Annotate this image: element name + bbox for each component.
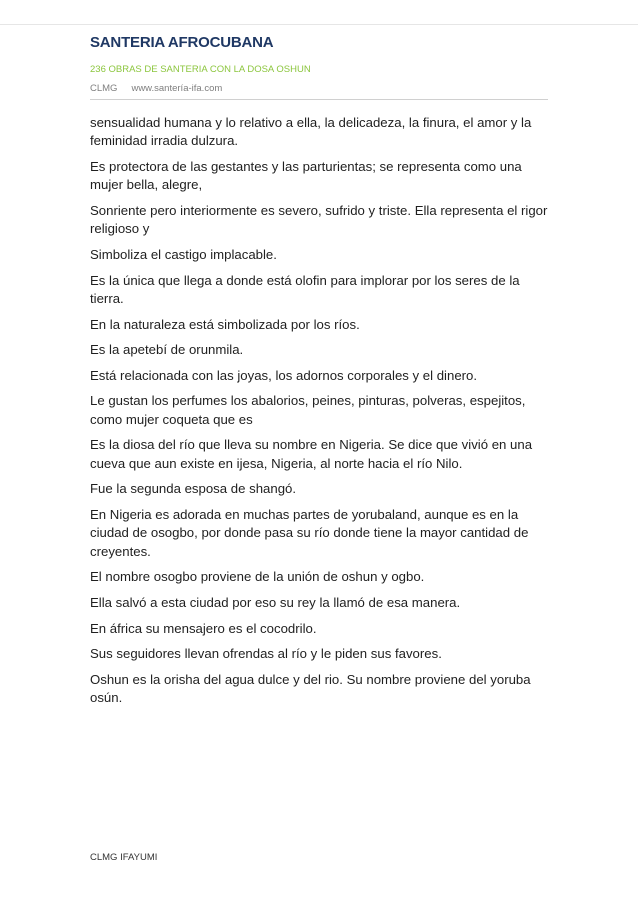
paragraph: Es protectora de las gestantes y las parturientas; se representa como una mujer bella, alegre,: [90, 159, 522, 193]
paragraph: En áfrica su mensajero es el cocodrilo.: [90, 620, 317, 636]
paragraph: Fue la segunda esposa de shangó.: [90, 481, 297, 497]
paragraph: Es la única que llega a donde está olofin para implorar por los seres de la tierra.: [90, 272, 520, 306]
paragraph: El nombre osogbo proviene de la unión de oshun y ogbo.: [90, 569, 425, 585]
paragraph: En la naturaleza está simbolizada por los ríos.: [90, 316, 360, 332]
document-subtitle: 236 OBRAS DE SANTERIA CON LA DOSA OSHUN: [90, 64, 311, 75]
body-text: [90, 114, 548, 715]
paragraph: En Nigeria es adorada en muchas partes de yorubaland, aunque es en la ciudad de osogbo, por donde pasa su río donde tiene la mayor cantidad de creyentes.: [90, 506, 529, 559]
document-meta: [90, 83, 548, 95]
paragraph: sensualidad humana y lo relativo a ella, la delicadeza, la finura, el amor y la feminidad irradia dulzura.: [90, 115, 532, 149]
page-header: [90, 34, 548, 95]
author-label: CLMG: [90, 83, 118, 94]
top-divider: [0, 24, 638, 25]
paragraph: Oshun es la orisha del agua dulce y del rio. Su nombre proviene del yoruba osún.: [90, 671, 531, 706]
paragraph: Está relacionada con las joyas, los adornos corporales y el dinero.: [90, 367, 478, 383]
website-label: www.santería-ifa.com: [131, 83, 223, 94]
paragraph: Ella salvó a esta ciudad por eso su rey la llamó de esa manera.: [90, 594, 461, 610]
document-title: SANTERIA AFROCUBANA: [90, 34, 274, 51]
page-footer: CLMG IFAYUMI: [90, 852, 158, 863]
paragraph: Le gustan los perfumes los abalorios, peines, pinturas, polveras, espejitos, como mujer coqueta que es: [90, 393, 526, 427]
paragraph: Simboliza el castigo implacable.: [90, 247, 277, 262]
paragraph: Es la diosa del río que lleva su nombre en Nigeria. Se dice que vivió en una cueva que aun existe en ijesa, Nigeria, al norte hacia el río Nilo.: [90, 437, 533, 471]
header-divider: [90, 99, 548, 100]
paragraph: Sus seguidores llevan ofrendas al río y le piden sus favores.: [90, 646, 442, 662]
paragraph: Sonriente pero interiormente es severo, sufrido y triste. Ella representa el rigor religioso y: [90, 203, 548, 237]
paragraph: Es la apetebí de orunmila.: [90, 342, 244, 358]
